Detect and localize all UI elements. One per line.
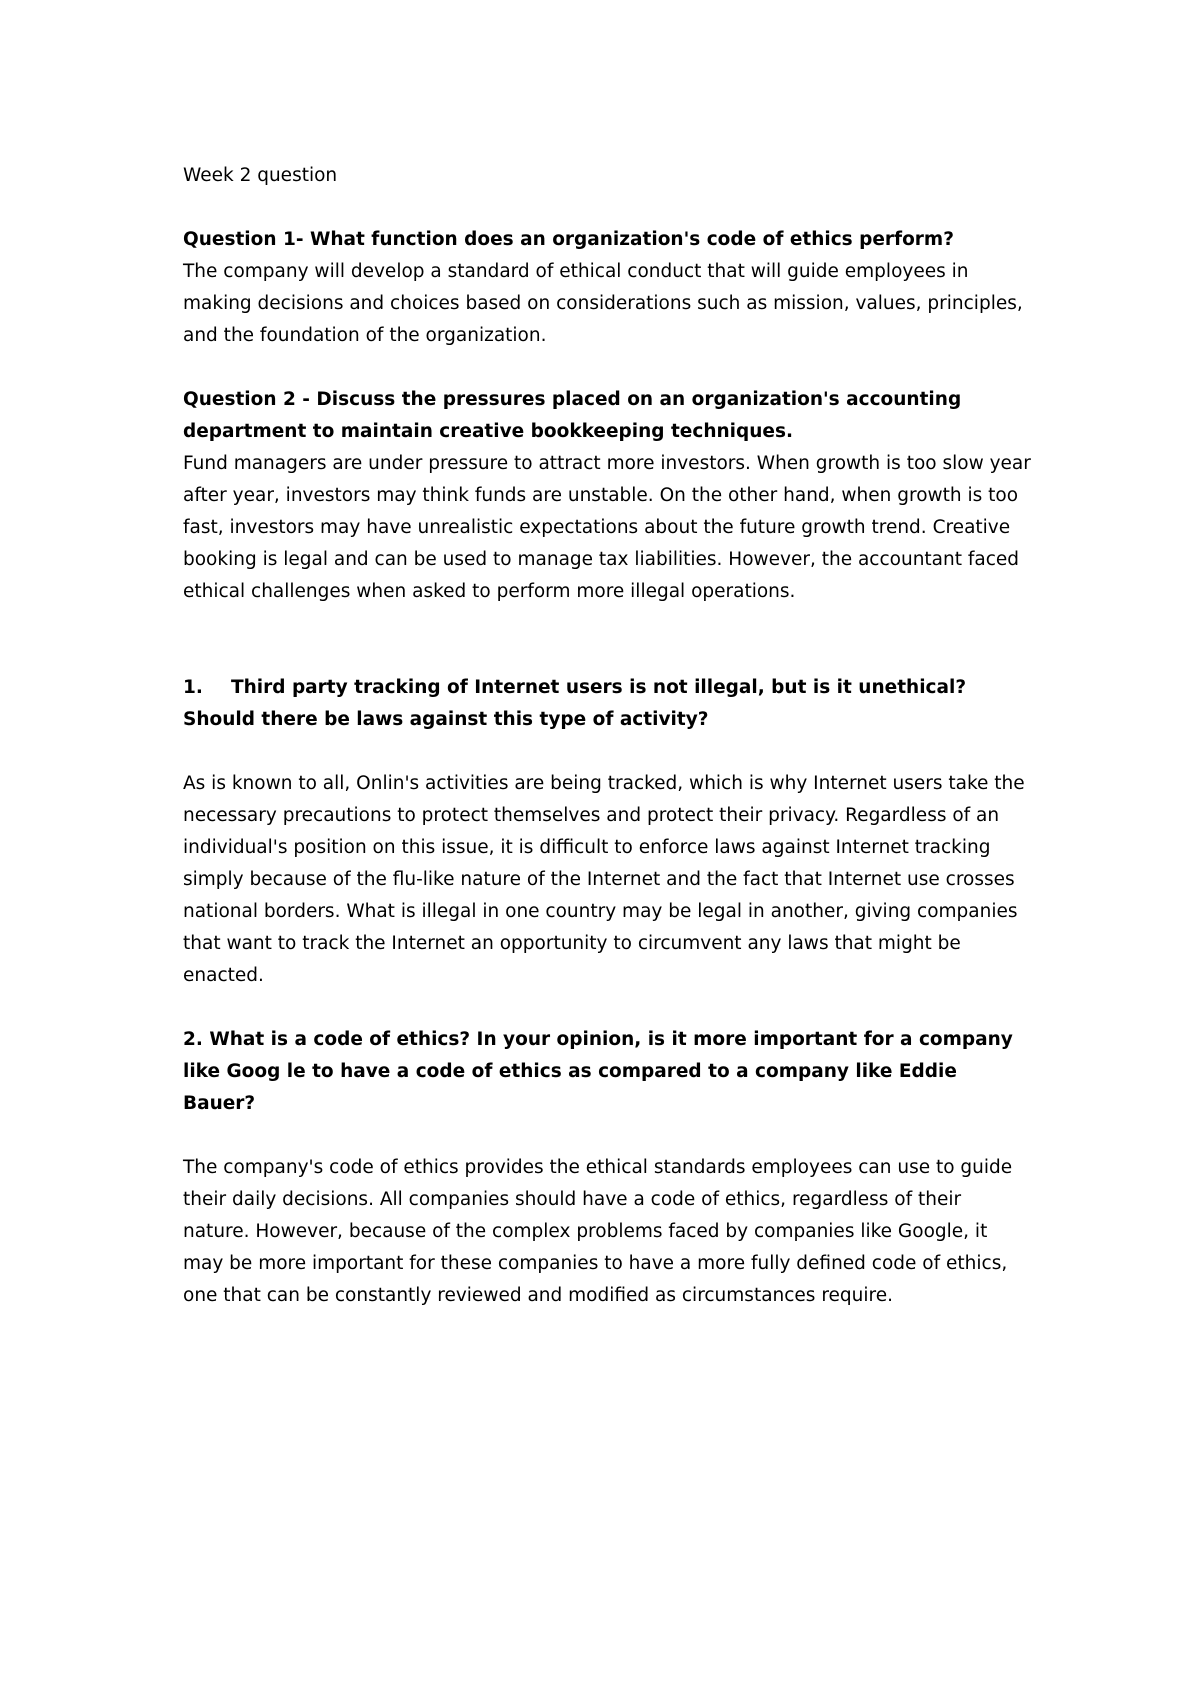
question-2-section [183,384,1033,608]
item-1-section [183,672,1033,992]
item-1-heading [183,672,1033,736]
question-1-answer: The company will develop a standard of ethical conduct that will guide employees in making decisions and choices based on considerations such as mission, values, principles, and the foundation of the organization. [183,261,1023,346]
item-2-answer: The company's code of ethics provides the ethical standards employees can use to guide their daily decisions. All companies should have a code of ethics, regardless of their nature. However, because of the complex problems faced by companies like Google, it may be more important for these companies to have a more fully defined code of ethics, one that can be constantly reviewed and modified as circumstances require. [183,1157,1013,1306]
item-1-heading-text: Third party tracking of Internet users is not illegal, but is it unethical? Should there be laws against this type of activity? [183,677,967,730]
item-2-section [183,1024,1033,1312]
question-1-heading: Question 1- What function does an organization's code of ethics perform? [183,229,954,250]
item-2-heading: 2. What is a code of ethics? In your opinion, is it more important for a company like Goog le to have a code of ethics as compared to a company like Eddie Bauer? [183,1029,1013,1114]
item-1-number: 1. [183,677,203,698]
item-1-answer: As is known to all, Onlin's activities are being tracked, which is why Internet users take the necessary precautions to protect themselves and protect their privacy. Regardless of an individual's position on this issue, it is difficult to enforce laws against Internet tracking simply because of the flu-like nature of the Internet and the fact that Internet use crosses national borders. What is illegal in one country may be legal in another, giving companies that want to track the Internet an opportunity to circumvent any laws that might be enacted. [183,773,1025,986]
document-page [183,160,1033,1344]
question-1-section [183,224,1033,352]
question-2-heading: Question 2 - Discuss the pressures placed on an organization's accounting department to maintain creative bookkeeping techniques. [183,389,962,442]
question-2-answer: Fund managers are under pressure to attract more investors. When growth is too slow year after year, investors may think funds are unstable. On the other hand, when growth is too fast, investors may have unrealistic expectations about the future growth trend. Creative booking is legal and can be used to manage tax liabilities. However, the accountant faced ethical challenges when asked to perform more illegal operations. [183,453,1031,602]
document-title: Week 2 question [183,165,338,186]
